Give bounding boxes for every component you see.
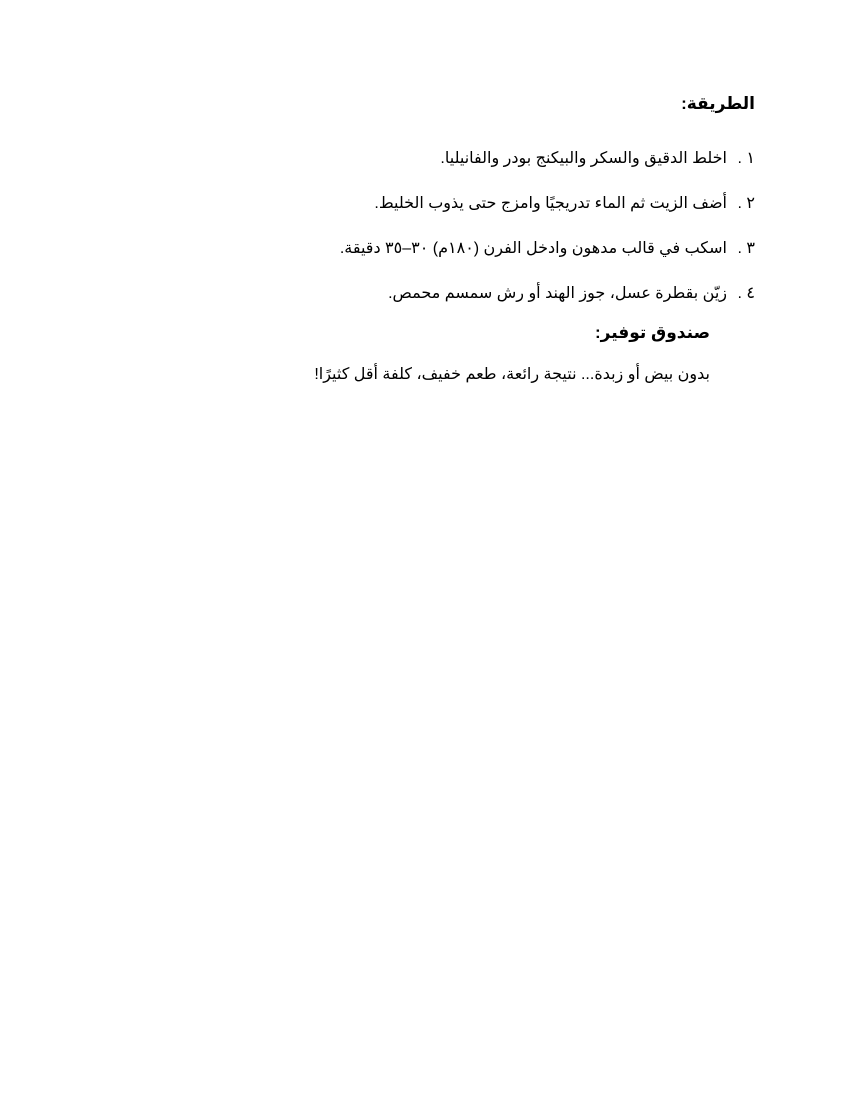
step-text: اخلط الدقيق والسكر والبيكنج بودر والفانيليا.	[440, 150, 727, 167]
step-number: ٣ .	[737, 240, 755, 257]
method-step	[340, 190, 755, 235]
step-number: ١ .	[737, 150, 755, 167]
method-heading: الطريقة:	[681, 94, 755, 113]
method-step	[340, 280, 755, 325]
savings-box-text: بدون بيض أو زبدة... نتيجة رائعة، طعم خفيف، كلفة أقل كثيرًا!	[314, 366, 710, 383]
method-step	[340, 145, 755, 190]
step-text: أضف الزيت ثم الماء تدريجيًا وامزج حتى يذوب الخليط.	[374, 195, 727, 212]
method-steps-list	[340, 145, 755, 325]
savings-box-title: صندوق توفير:	[594, 323, 710, 342]
step-text: اسكب في قالب مدهون وادخل الفرن (١٨٠م) ٣٠–٣٥ دقيقة.	[339, 240, 727, 257]
step-number: ٤ .	[737, 285, 755, 302]
step-text: زيّن بقطرة عسل، جوز الهند أو رش سمسم محمص.	[388, 285, 727, 302]
step-number: ٢ .	[737, 195, 755, 212]
method-step	[340, 235, 755, 280]
